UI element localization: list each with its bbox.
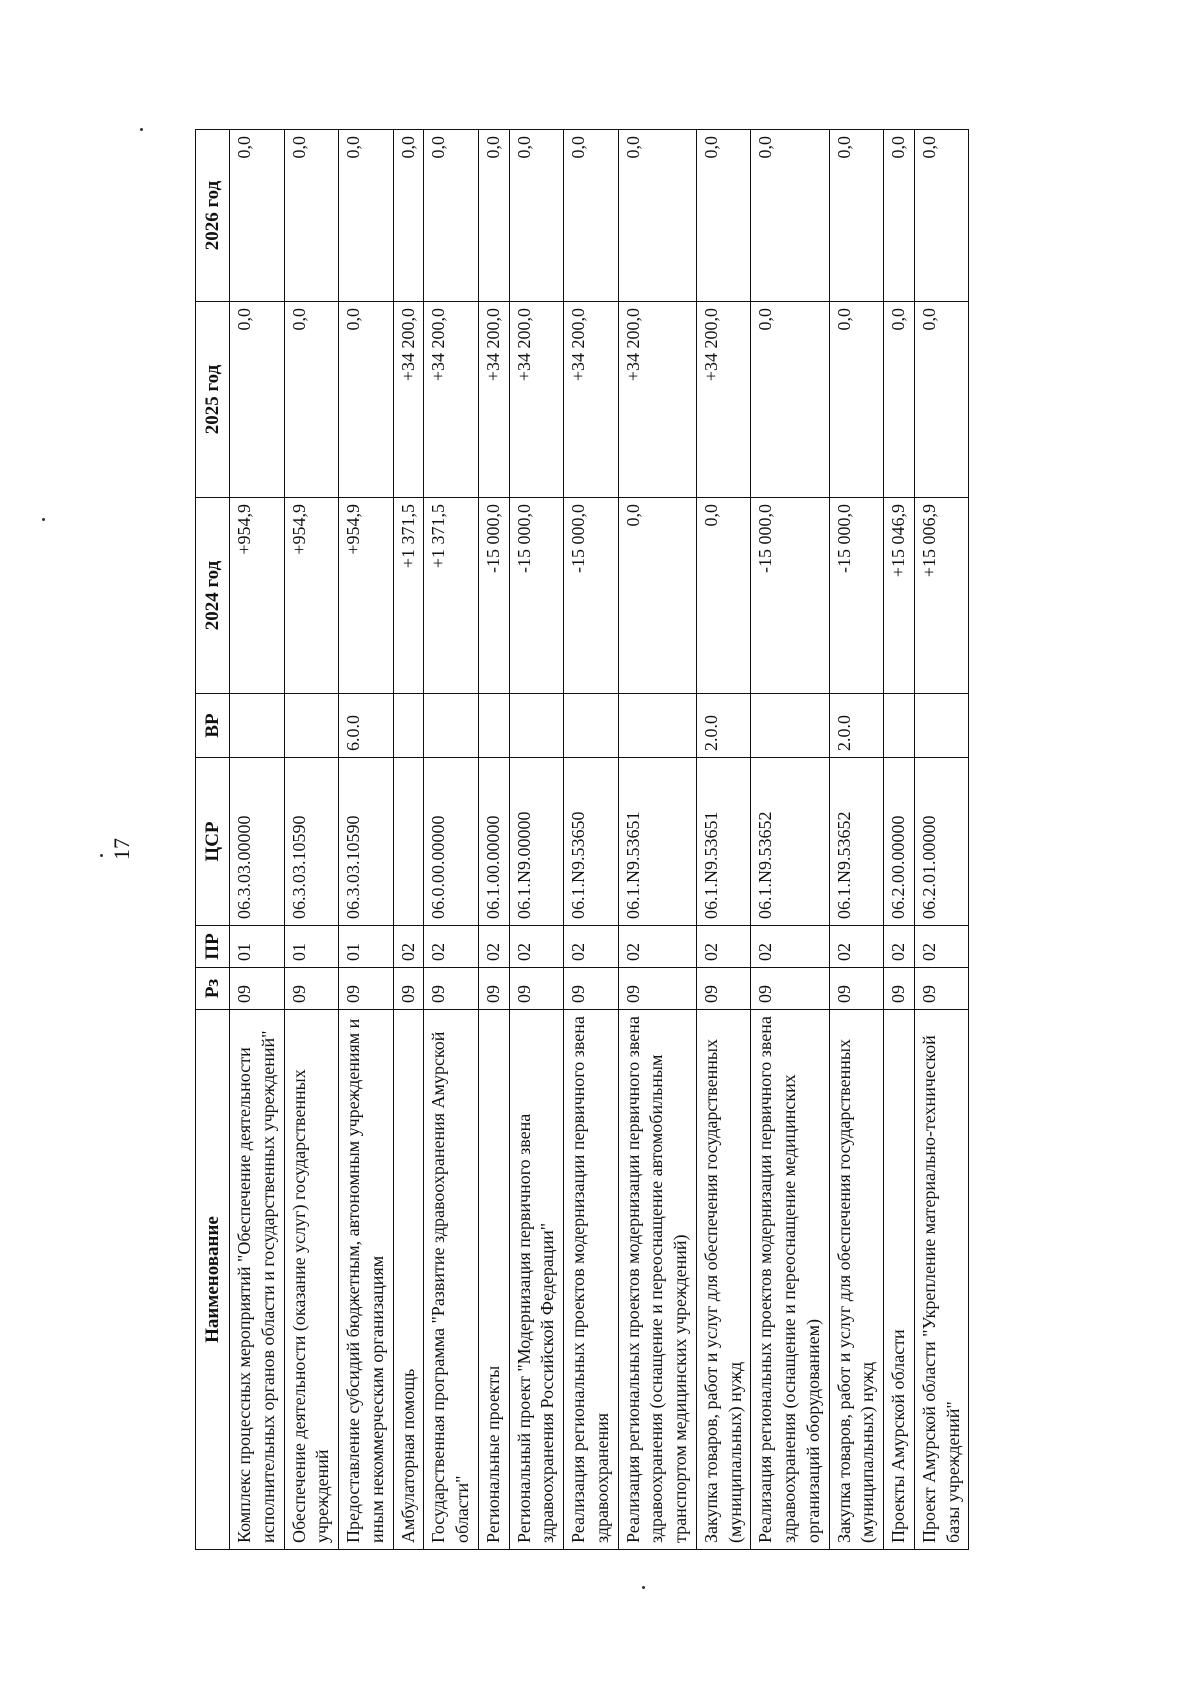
- cell-rz: 09: [914, 968, 969, 1010]
- cell-y2025: 0,0: [914, 302, 969, 498]
- table-row: [509, 130, 564, 1550]
- cell-pr: 01: [339, 926, 394, 968]
- cell-name: Комплекс процессных мероприятий "Обеспечение деятельности исполнительных органов области и государственных учреждений": [230, 1010, 285, 1550]
- header-csr: ЦСР: [196, 758, 230, 926]
- cell-name: Амбулаторная помощь: [393, 1010, 424, 1550]
- table-row: [393, 130, 424, 1550]
- cell-rz: 09: [509, 968, 564, 1010]
- cell-vr: [751, 694, 829, 758]
- cell-y2026: 0,0: [284, 130, 339, 302]
- cell-y2025: 0,0: [339, 302, 394, 498]
- cell-pr: 02: [509, 926, 564, 968]
- cell-vr: 2.0.0: [696, 694, 751, 758]
- cell-name: Региональный проект "Модернизация первичного звена здравоохранения Российской Федерации": [509, 1010, 564, 1550]
- cell-pr: 02: [618, 926, 696, 968]
- cell-pr: 02: [914, 926, 969, 968]
- cell-y2024: +1 371,5: [424, 498, 479, 694]
- cell-vr: 6.0.0: [339, 694, 394, 758]
- table-row: [284, 130, 339, 1550]
- cell-csr: 06.1.N9.53652: [829, 758, 884, 926]
- cell-name: Закупка товаров, работ и услуг для обеспечения государственных (муниципальных) нужд: [829, 1010, 884, 1550]
- cell-csr: 06.1.N9.53650: [564, 758, 619, 926]
- header-2026: 2026 год: [196, 130, 230, 302]
- cell-y2024: +954,9: [284, 498, 339, 694]
- cell-y2026: 0,0: [564, 130, 619, 302]
- budget-table: [195, 129, 969, 1550]
- table-row: [478, 130, 509, 1550]
- cell-y2025: +34 200,0: [509, 302, 564, 498]
- cell-rz: 09: [230, 968, 285, 1010]
- header-rz: Рз: [196, 968, 230, 1010]
- cell-csr: 06.0.00.00000: [424, 758, 479, 926]
- cell-vr: [478, 694, 509, 758]
- table-row: [424, 130, 479, 1550]
- header-pr: ПР: [196, 926, 230, 968]
- cell-vr: 2.0.0: [829, 694, 884, 758]
- cell-pr: 02: [564, 926, 619, 968]
- cell-csr: 06.1.00.00000: [478, 758, 509, 926]
- rotated-table-container: [195, 130, 1015, 1550]
- table-row: [914, 130, 969, 1550]
- cell-pr: 02: [884, 926, 915, 968]
- cell-y2025: +34 200,0: [696, 302, 751, 498]
- cell-y2026: 0,0: [829, 130, 884, 302]
- cell-y2025: 0,0: [829, 302, 884, 498]
- cell-y2025: +34 200,0: [424, 302, 479, 498]
- cell-y2024: -15 000,0: [751, 498, 829, 694]
- header-2025: 2025 год: [196, 302, 230, 498]
- cell-csr: 06.3.03.10590: [284, 758, 339, 926]
- scan-speck: [140, 128, 143, 131]
- page-number: 17: [109, 838, 134, 860]
- cell-vr: [509, 694, 564, 758]
- cell-y2025: 0,0: [284, 302, 339, 498]
- cell-y2024: -15 000,0: [509, 498, 564, 694]
- cell-pr: 02: [696, 926, 751, 968]
- cell-y2026: 0,0: [230, 130, 285, 302]
- cell-pr: 02: [393, 926, 424, 968]
- table-row: [884, 130, 915, 1550]
- cell-csr: 06.3.03.00000: [230, 758, 285, 926]
- cell-pr: 01: [230, 926, 285, 968]
- cell-y2026: 0,0: [339, 130, 394, 302]
- cell-pr: 02: [424, 926, 479, 968]
- cell-y2026: 0,0: [478, 130, 509, 302]
- table-header-row: [196, 130, 230, 1550]
- cell-vr: [884, 694, 915, 758]
- cell-rz: 09: [478, 968, 509, 1010]
- cell-rz: 09: [696, 968, 751, 1010]
- cell-name: Проект Амурской области "Укрепление материально-технической базы учреждений": [914, 1010, 969, 1550]
- cell-csr: 06.1.N9.53652: [751, 758, 829, 926]
- cell-rz: 09: [564, 968, 619, 1010]
- table-row: [339, 130, 394, 1550]
- cell-csr: 06.2.01.00000: [914, 758, 969, 926]
- scan-speck: [42, 518, 45, 521]
- scan-speck: [100, 854, 103, 857]
- header-name: Наименование: [196, 1010, 230, 1550]
- cell-name: Региональные проекты: [478, 1010, 509, 1550]
- cell-rz: 09: [424, 968, 479, 1010]
- table-row: [618, 130, 696, 1550]
- cell-rz: 09: [339, 968, 394, 1010]
- cell-y2024: +15 046,9: [884, 498, 915, 694]
- cell-y2024: -15 000,0: [829, 498, 884, 694]
- cell-y2025: +34 200,0: [618, 302, 696, 498]
- cell-y2026: 0,0: [751, 130, 829, 302]
- cell-name: Реализация региональных проектов модернизации первичного звена здравоохранения (оснащение и переоснащение медицинских организаций оборудованием): [751, 1010, 829, 1550]
- cell-y2024: -15 000,0: [478, 498, 509, 694]
- cell-y2025: 0,0: [884, 302, 915, 498]
- cell-name: Предоставление субсидий бюджетным, автономным учреждениям и иным некоммерческим организациям: [339, 1010, 394, 1550]
- cell-vr: [618, 694, 696, 758]
- cell-y2024: 0,0: [696, 498, 751, 694]
- scan-speck: [642, 1586, 645, 1589]
- table-row: [829, 130, 884, 1550]
- header-2024: 2024 год: [196, 498, 230, 694]
- cell-rz: 09: [618, 968, 696, 1010]
- cell-vr: [230, 694, 285, 758]
- cell-pr: 02: [829, 926, 884, 968]
- cell-y2026: 0,0: [424, 130, 479, 302]
- cell-y2024: +15 006,9: [914, 498, 969, 694]
- cell-vr: [424, 694, 479, 758]
- cell-name: Обеспечение деятельности (оказание услуг) государственных учреждений: [284, 1010, 339, 1550]
- cell-csr: 06.1.N9.53651: [618, 758, 696, 926]
- cell-name: Проекты Амурской области: [884, 1010, 915, 1550]
- table-row: [230, 130, 285, 1550]
- cell-vr: [284, 694, 339, 758]
- cell-y2026: 0,0: [618, 130, 696, 302]
- cell-name: Реализация региональных проектов модернизации первичного звена здравоохранения (оснащение и переоснащение автомобильным транспортом медицинских учреждений): [618, 1010, 696, 1550]
- cell-name: Реализация региональных проектов модернизации первичного звена здравоохранения: [564, 1010, 619, 1550]
- cell-y2026: 0,0: [509, 130, 564, 302]
- table-row: [696, 130, 751, 1550]
- cell-csr: 06.3.03.10590: [339, 758, 394, 926]
- cell-y2026: 0,0: [884, 130, 915, 302]
- cell-y2025: 0,0: [230, 302, 285, 498]
- header-vr: ВР: [196, 694, 230, 758]
- cell-rz: 09: [829, 968, 884, 1010]
- cell-csr: 06.2.00.00000: [884, 758, 915, 926]
- cell-csr: 06.1.N9.53651: [696, 758, 751, 926]
- table-body: [230, 130, 969, 1550]
- cell-y2026: 0,0: [393, 130, 424, 302]
- cell-name: Закупка товаров, работ и услуг для обеспечения государственных (муниципальных) нужд: [696, 1010, 751, 1550]
- cell-pr: 02: [751, 926, 829, 968]
- cell-y2025: +34 200,0: [478, 302, 509, 498]
- cell-pr: 02: [478, 926, 509, 968]
- cell-rz: 09: [751, 968, 829, 1010]
- cell-y2024: +1 371,5: [393, 498, 424, 694]
- cell-rz: 09: [884, 968, 915, 1010]
- cell-rz: 09: [284, 968, 339, 1010]
- cell-y2026: 0,0: [914, 130, 969, 302]
- cell-vr: [914, 694, 969, 758]
- cell-rz: 09: [393, 968, 424, 1010]
- cell-y2025: +34 200,0: [564, 302, 619, 498]
- cell-y2026: 0,0: [696, 130, 751, 302]
- cell-csr: 06.1.N9.00000: [509, 758, 564, 926]
- table-row: [564, 130, 619, 1550]
- cell-y2024: +954,9: [230, 498, 285, 694]
- cell-y2025: +34 200,0: [393, 302, 424, 498]
- cell-vr: [393, 694, 424, 758]
- cell-pr: 01: [284, 926, 339, 968]
- cell-name: Государственная программа "Развитие здравоохранения Амурской области": [424, 1010, 479, 1550]
- table-row: [751, 130, 829, 1550]
- cell-y2024: +954,9: [339, 498, 394, 694]
- cell-vr: [564, 694, 619, 758]
- cell-y2024: 0,0: [618, 498, 696, 694]
- cell-csr: [393, 758, 424, 926]
- cell-y2025: 0,0: [751, 302, 829, 498]
- cell-y2024: -15 000,0: [564, 498, 619, 694]
